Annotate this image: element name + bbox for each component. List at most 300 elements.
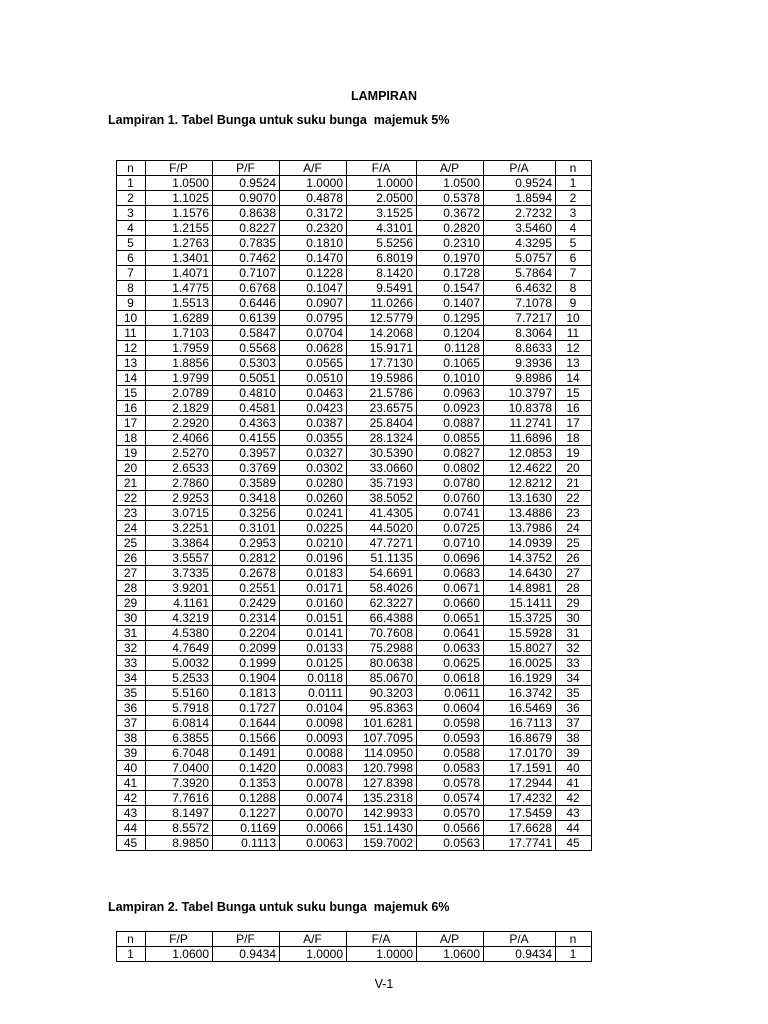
cell-pa: 13.4886 bbox=[484, 506, 556, 521]
cell-n: 1 bbox=[117, 947, 146, 962]
cell-fp: 1.1576 bbox=[146, 206, 213, 221]
cell-fp: 3.2251 bbox=[146, 521, 213, 536]
cell-n: 27 bbox=[117, 566, 146, 581]
column-header-fa: F/A bbox=[347, 932, 417, 947]
cell-pf: 0.4810 bbox=[213, 386, 280, 401]
cell-pa: 3.5460 bbox=[484, 221, 556, 236]
table-row bbox=[117, 461, 592, 476]
cell-ap: 0.0566 bbox=[417, 821, 484, 836]
column-header-af: A/F bbox=[280, 161, 347, 176]
cell-pf: 0.7835 bbox=[213, 236, 280, 251]
cell-pa: 14.0939 bbox=[484, 536, 556, 551]
table-row bbox=[117, 761, 592, 776]
cell-n2: 25 bbox=[556, 536, 592, 551]
cell-n: 32 bbox=[117, 641, 146, 656]
cell-af: 0.0125 bbox=[280, 656, 347, 671]
cell-n2: 7 bbox=[556, 266, 592, 281]
table-row bbox=[117, 446, 592, 461]
cell-fa: 9.5491 bbox=[347, 281, 417, 296]
table-row bbox=[117, 641, 592, 656]
cell-ap: 0.2310 bbox=[417, 236, 484, 251]
cell-n2: 13 bbox=[556, 356, 592, 371]
cell-n: 2 bbox=[117, 191, 146, 206]
cell-pf: 0.2314 bbox=[213, 611, 280, 626]
cell-pf: 0.6768 bbox=[213, 281, 280, 296]
cell-fa: 135.2318 bbox=[347, 791, 417, 806]
cell-pa: 14.3752 bbox=[484, 551, 556, 566]
cell-fp: 2.5270 bbox=[146, 446, 213, 461]
cell-pf: 0.5303 bbox=[213, 356, 280, 371]
cell-n: 5 bbox=[117, 236, 146, 251]
cell-pf: 0.6446 bbox=[213, 296, 280, 311]
cell-ap: 0.0633 bbox=[417, 641, 484, 656]
cell-ap: 0.0802 bbox=[417, 461, 484, 476]
cell-pf: 0.1727 bbox=[213, 701, 280, 716]
cell-ap: 0.0651 bbox=[417, 611, 484, 626]
cell-af: 0.1470 bbox=[280, 251, 347, 266]
table-row bbox=[117, 671, 592, 686]
cell-n2: 17 bbox=[556, 416, 592, 431]
cell-n: 28 bbox=[117, 581, 146, 596]
cell-pa: 14.8981 bbox=[484, 581, 556, 596]
cell-fa: 1.0000 bbox=[347, 947, 417, 962]
table-row bbox=[117, 746, 592, 761]
cell-pa: 9.3936 bbox=[484, 356, 556, 371]
cell-fa: 101.6281 bbox=[347, 716, 417, 731]
cell-n2: 34 bbox=[556, 671, 592, 686]
table-row bbox=[117, 251, 592, 266]
cell-af: 0.0280 bbox=[280, 476, 347, 491]
table-row bbox=[117, 476, 592, 491]
cell-pf: 0.2204 bbox=[213, 626, 280, 641]
cell-ap: 1.0600 bbox=[417, 947, 484, 962]
cell-n: 12 bbox=[117, 341, 146, 356]
cell-n: 40 bbox=[117, 761, 146, 776]
table-row bbox=[117, 206, 592, 221]
cell-af: 0.0628 bbox=[280, 341, 347, 356]
cell-ap: 0.0827 bbox=[417, 446, 484, 461]
table-row bbox=[117, 731, 592, 746]
cell-pf: 0.3101 bbox=[213, 521, 280, 536]
cell-fp: 3.7335 bbox=[146, 566, 213, 581]
cell-fa: 66.4388 bbox=[347, 611, 417, 626]
cell-af: 0.3172 bbox=[280, 206, 347, 221]
table-row bbox=[117, 521, 592, 536]
cell-n2: 22 bbox=[556, 491, 592, 506]
cell-af: 0.0907 bbox=[280, 296, 347, 311]
cell-n: 42 bbox=[117, 791, 146, 806]
table-header-row bbox=[117, 161, 592, 176]
cell-n: 38 bbox=[117, 731, 146, 746]
column-header-pa: P/A bbox=[484, 932, 556, 947]
cell-fa: 85.0670 bbox=[347, 671, 417, 686]
cell-fa: 25.8404 bbox=[347, 416, 417, 431]
cell-pa: 13.1630 bbox=[484, 491, 556, 506]
cell-pf: 0.8227 bbox=[213, 221, 280, 236]
cell-af: 0.0093 bbox=[280, 731, 347, 746]
cell-af: 0.0795 bbox=[280, 311, 347, 326]
cell-n2: 33 bbox=[556, 656, 592, 671]
cell-pa: 17.6628 bbox=[484, 821, 556, 836]
cell-pa: 16.8679 bbox=[484, 731, 556, 746]
cell-pf: 0.5568 bbox=[213, 341, 280, 356]
cell-n: 29 bbox=[117, 596, 146, 611]
cell-pa: 1.8594 bbox=[484, 191, 556, 206]
cell-pf: 0.2953 bbox=[213, 536, 280, 551]
table-row bbox=[117, 611, 592, 626]
cell-pf: 0.6139 bbox=[213, 311, 280, 326]
cell-n: 1 bbox=[117, 176, 146, 191]
cell-ap: 0.1728 bbox=[417, 266, 484, 281]
cell-n: 37 bbox=[117, 716, 146, 731]
cell-af: 0.0088 bbox=[280, 746, 347, 761]
cell-pa: 8.8633 bbox=[484, 341, 556, 356]
cell-n: 25 bbox=[117, 536, 146, 551]
cell-ap: 0.0855 bbox=[417, 431, 484, 446]
cell-ap: 0.1547 bbox=[417, 281, 484, 296]
cell-pf: 0.2099 bbox=[213, 641, 280, 656]
cell-pa: 17.7741 bbox=[484, 836, 556, 851]
column-header-fp: F/P bbox=[146, 161, 213, 176]
cell-fa: 21.5786 bbox=[347, 386, 417, 401]
table-row bbox=[117, 371, 592, 386]
column-header-n2: n bbox=[556, 932, 592, 947]
cell-n: 44 bbox=[117, 821, 146, 836]
cell-pa: 16.1929 bbox=[484, 671, 556, 686]
cell-af: 0.0083 bbox=[280, 761, 347, 776]
table-row bbox=[117, 551, 592, 566]
cell-ap: 0.0625 bbox=[417, 656, 484, 671]
cell-af: 0.0078 bbox=[280, 776, 347, 791]
cell-pf: 0.5847 bbox=[213, 326, 280, 341]
cell-pf: 0.1288 bbox=[213, 791, 280, 806]
table-row bbox=[117, 656, 592, 671]
cell-n: 36 bbox=[117, 701, 146, 716]
cell-fa: 75.2988 bbox=[347, 641, 417, 656]
cell-fp: 4.3219 bbox=[146, 611, 213, 626]
cell-af: 0.0387 bbox=[280, 416, 347, 431]
table-row bbox=[117, 431, 592, 446]
cell-ap: 0.0611 bbox=[417, 686, 484, 701]
cell-pa: 16.0025 bbox=[484, 656, 556, 671]
cell-n: 18 bbox=[117, 431, 146, 446]
cell-fa: 30.5390 bbox=[347, 446, 417, 461]
cell-fa: 28.1324 bbox=[347, 431, 417, 446]
cell-n2: 43 bbox=[556, 806, 592, 821]
cell-pa: 14.6430 bbox=[484, 566, 556, 581]
table-row bbox=[117, 536, 592, 551]
cell-ap: 0.0671 bbox=[417, 581, 484, 596]
cell-pa: 10.8378 bbox=[484, 401, 556, 416]
cell-fa: 44.5020 bbox=[347, 521, 417, 536]
cell-fa: 12.5779 bbox=[347, 311, 417, 326]
cell-fp: 2.9253 bbox=[146, 491, 213, 506]
cell-n: 3 bbox=[117, 206, 146, 221]
cell-fa: 15.9171 bbox=[347, 341, 417, 356]
cell-af: 0.0196 bbox=[280, 551, 347, 566]
cell-fa: 33.0660 bbox=[347, 461, 417, 476]
cell-fp: 8.5572 bbox=[146, 821, 213, 836]
cell-fa: 142.9933 bbox=[347, 806, 417, 821]
cell-pf: 0.9434 bbox=[213, 947, 280, 962]
cell-ap: 0.0760 bbox=[417, 491, 484, 506]
cell-pa: 0.9434 bbox=[484, 947, 556, 962]
cell-n2: 1 bbox=[556, 176, 592, 191]
cell-fp: 3.9201 bbox=[146, 581, 213, 596]
cell-pa: 17.1591 bbox=[484, 761, 556, 776]
cell-fa: 80.0638 bbox=[347, 656, 417, 671]
cell-af: 0.0423 bbox=[280, 401, 347, 416]
table1-caption: Lampiran 1. Tabel Bunga untuk suku bunga majemuk 5% bbox=[108, 113, 450, 127]
cell-fa: 41.4305 bbox=[347, 506, 417, 521]
cell-pa: 16.7113 bbox=[484, 716, 556, 731]
cell-pf: 0.7107 bbox=[213, 266, 280, 281]
table-row bbox=[117, 416, 592, 431]
cell-ap: 0.0683 bbox=[417, 566, 484, 581]
cell-n: 39 bbox=[117, 746, 146, 761]
cell-n2: 28 bbox=[556, 581, 592, 596]
column-header-fp: F/P bbox=[146, 932, 213, 947]
cell-fp: 1.2763 bbox=[146, 236, 213, 251]
cell-ap: 0.0780 bbox=[417, 476, 484, 491]
cell-af: 0.0241 bbox=[280, 506, 347, 521]
cell-fp: 8.1497 bbox=[146, 806, 213, 821]
cell-n2: 26 bbox=[556, 551, 592, 566]
cell-fp: 1.2155 bbox=[146, 221, 213, 236]
cell-fa: 8.1420 bbox=[347, 266, 417, 281]
cell-fp: 1.4071 bbox=[146, 266, 213, 281]
cell-n: 6 bbox=[117, 251, 146, 266]
cell-fa: 6.8019 bbox=[347, 251, 417, 266]
cell-n2: 3 bbox=[556, 206, 592, 221]
cell-ap: 0.0963 bbox=[417, 386, 484, 401]
page-number: V-1 bbox=[374, 977, 394, 991]
cell-fp: 3.5557 bbox=[146, 551, 213, 566]
cell-fa: 35.7193 bbox=[347, 476, 417, 491]
table-row bbox=[117, 566, 592, 581]
cell-af: 0.4878 bbox=[280, 191, 347, 206]
cell-pa: 16.5469 bbox=[484, 701, 556, 716]
cell-pa: 15.8027 bbox=[484, 641, 556, 656]
cell-fp: 2.4066 bbox=[146, 431, 213, 446]
table-row bbox=[117, 701, 592, 716]
cell-pa: 12.4622 bbox=[484, 461, 556, 476]
cell-ap: 0.0923 bbox=[417, 401, 484, 416]
cell-fa: 54.6691 bbox=[347, 566, 417, 581]
table-row bbox=[117, 311, 592, 326]
cell-ap: 0.2820 bbox=[417, 221, 484, 236]
cell-fp: 6.3855 bbox=[146, 731, 213, 746]
cell-n: 31 bbox=[117, 626, 146, 641]
interest-table-5-percent bbox=[116, 160, 592, 851]
cell-n: 35 bbox=[117, 686, 146, 701]
cell-pf: 0.1227 bbox=[213, 806, 280, 821]
cell-n: 23 bbox=[117, 506, 146, 521]
cell-n: 4 bbox=[117, 221, 146, 236]
table-row bbox=[117, 716, 592, 731]
cell-pa: 12.0853 bbox=[484, 446, 556, 461]
cell-n: 16 bbox=[117, 401, 146, 416]
cell-n2: 9 bbox=[556, 296, 592, 311]
cell-n2: 40 bbox=[556, 761, 592, 776]
cell-n2: 38 bbox=[556, 731, 592, 746]
cell-pf: 0.1904 bbox=[213, 671, 280, 686]
cell-ap: 0.0696 bbox=[417, 551, 484, 566]
cell-n2: 44 bbox=[556, 821, 592, 836]
column-header-n2: n bbox=[556, 161, 592, 176]
cell-fp: 8.9850 bbox=[146, 836, 213, 851]
cell-ap: 0.1295 bbox=[417, 311, 484, 326]
cell-af: 0.0118 bbox=[280, 671, 347, 686]
cell-pa: 16.3742 bbox=[484, 686, 556, 701]
cell-pf: 0.5051 bbox=[213, 371, 280, 386]
cell-n2: 39 bbox=[556, 746, 592, 761]
table-row bbox=[117, 401, 592, 416]
table-row bbox=[117, 791, 592, 806]
cell-pf: 0.7462 bbox=[213, 251, 280, 266]
cell-fp: 1.1025 bbox=[146, 191, 213, 206]
cell-af: 0.0704 bbox=[280, 326, 347, 341]
cell-af: 0.0074 bbox=[280, 791, 347, 806]
cell-ap: 0.0574 bbox=[417, 791, 484, 806]
cell-pa: 15.1411 bbox=[484, 596, 556, 611]
cell-fp: 2.1829 bbox=[146, 401, 213, 416]
table2-caption: Lampiran 2. Tabel Bunga untuk suku bunga majemuk 6% bbox=[108, 900, 450, 914]
cell-pa: 13.7986 bbox=[484, 521, 556, 536]
cell-n2: 16 bbox=[556, 401, 592, 416]
table-row bbox=[117, 806, 592, 821]
table-row bbox=[117, 296, 592, 311]
cell-af: 0.0510 bbox=[280, 371, 347, 386]
cell-fa: 114.0950 bbox=[347, 746, 417, 761]
cell-n2: 8 bbox=[556, 281, 592, 296]
column-header-af: A/F bbox=[280, 932, 347, 947]
cell-ap: 0.0725 bbox=[417, 521, 484, 536]
cell-n2: 30 bbox=[556, 611, 592, 626]
cell-pf: 0.1169 bbox=[213, 821, 280, 836]
cell-fa: 90.3203 bbox=[347, 686, 417, 701]
cell-n: 20 bbox=[117, 461, 146, 476]
cell-n2: 29 bbox=[556, 596, 592, 611]
cell-fa: 62.3227 bbox=[347, 596, 417, 611]
column-header-ap: A/P bbox=[417, 161, 484, 176]
cell-fp: 2.0789 bbox=[146, 386, 213, 401]
cell-n: 33 bbox=[117, 656, 146, 671]
cell-af: 0.2320 bbox=[280, 221, 347, 236]
cell-af: 0.0098 bbox=[280, 716, 347, 731]
table-row bbox=[117, 221, 592, 236]
cell-pf: 0.4363 bbox=[213, 416, 280, 431]
cell-fp: 1.7103 bbox=[146, 326, 213, 341]
cell-ap: 0.0588 bbox=[417, 746, 484, 761]
cell-fp: 6.0814 bbox=[146, 716, 213, 731]
cell-ap: 0.0660 bbox=[417, 596, 484, 611]
column-header-fa: F/A bbox=[347, 161, 417, 176]
cell-n2: 21 bbox=[556, 476, 592, 491]
cell-ap: 0.0598 bbox=[417, 716, 484, 731]
cell-ap: 0.1204 bbox=[417, 326, 484, 341]
cell-n: 9 bbox=[117, 296, 146, 311]
cell-pa: 7.7217 bbox=[484, 311, 556, 326]
table-row bbox=[117, 326, 592, 341]
cell-fp: 4.5380 bbox=[146, 626, 213, 641]
table-row bbox=[117, 266, 592, 281]
cell-pa: 2.7232 bbox=[484, 206, 556, 221]
cell-af: 0.1810 bbox=[280, 236, 347, 251]
table-row bbox=[117, 947, 592, 962]
cell-af: 0.0104 bbox=[280, 701, 347, 716]
column-header-n: n bbox=[117, 161, 146, 176]
cell-af: 0.0171 bbox=[280, 581, 347, 596]
cell-fp: 7.7616 bbox=[146, 791, 213, 806]
cell-n2: 41 bbox=[556, 776, 592, 791]
cell-af: 1.0000 bbox=[280, 176, 347, 191]
cell-fa: 23.6575 bbox=[347, 401, 417, 416]
cell-ap: 0.0710 bbox=[417, 536, 484, 551]
cell-fp: 2.2920 bbox=[146, 416, 213, 431]
cell-fa: 70.7608 bbox=[347, 626, 417, 641]
cell-af: 0.0210 bbox=[280, 536, 347, 551]
cell-af: 1.0000 bbox=[280, 947, 347, 962]
cell-n: 26 bbox=[117, 551, 146, 566]
cell-n2: 20 bbox=[556, 461, 592, 476]
cell-n: 15 bbox=[117, 386, 146, 401]
cell-pf: 0.1813 bbox=[213, 686, 280, 701]
cell-af: 0.0565 bbox=[280, 356, 347, 371]
cell-ap: 0.0578 bbox=[417, 776, 484, 791]
cell-n2: 19 bbox=[556, 446, 592, 461]
cell-ap: 0.1065 bbox=[417, 356, 484, 371]
cell-fp: 3.3864 bbox=[146, 536, 213, 551]
cell-pa: 4.3295 bbox=[484, 236, 556, 251]
cell-fp: 5.7918 bbox=[146, 701, 213, 716]
cell-fa: 11.0266 bbox=[347, 296, 417, 311]
cell-fa: 4.3101 bbox=[347, 221, 417, 236]
cell-n: 43 bbox=[117, 806, 146, 821]
interest-table-6-percent bbox=[116, 931, 592, 962]
cell-n2: 31 bbox=[556, 626, 592, 641]
cell-fp: 1.0500 bbox=[146, 176, 213, 191]
cell-af: 0.1228 bbox=[280, 266, 347, 281]
table-header-row bbox=[117, 932, 592, 947]
cell-fp: 4.1161 bbox=[146, 596, 213, 611]
cell-af: 0.0260 bbox=[280, 491, 347, 506]
table-row bbox=[117, 581, 592, 596]
cell-pa: 7.1078 bbox=[484, 296, 556, 311]
cell-pf: 0.2678 bbox=[213, 566, 280, 581]
cell-fa: 3.1525 bbox=[347, 206, 417, 221]
cell-pf: 0.9524 bbox=[213, 176, 280, 191]
cell-n2: 24 bbox=[556, 521, 592, 536]
cell-n2: 10 bbox=[556, 311, 592, 326]
table-row bbox=[117, 506, 592, 521]
cell-n: 34 bbox=[117, 671, 146, 686]
cell-pf: 0.1644 bbox=[213, 716, 280, 731]
cell-pf: 0.3418 bbox=[213, 491, 280, 506]
cell-pf: 0.1491 bbox=[213, 746, 280, 761]
cell-pf: 0.3256 bbox=[213, 506, 280, 521]
cell-n2: 5 bbox=[556, 236, 592, 251]
cell-pa: 11.2741 bbox=[484, 416, 556, 431]
page-title: LAMPIRAN bbox=[351, 89, 417, 103]
column-header-ap: A/P bbox=[417, 932, 484, 947]
cell-fp: 4.7649 bbox=[146, 641, 213, 656]
table-row bbox=[117, 836, 592, 851]
cell-af: 0.1047 bbox=[280, 281, 347, 296]
cell-pa: 12.8212 bbox=[484, 476, 556, 491]
cell-pa: 17.5459 bbox=[484, 806, 556, 821]
cell-af: 0.0463 bbox=[280, 386, 347, 401]
